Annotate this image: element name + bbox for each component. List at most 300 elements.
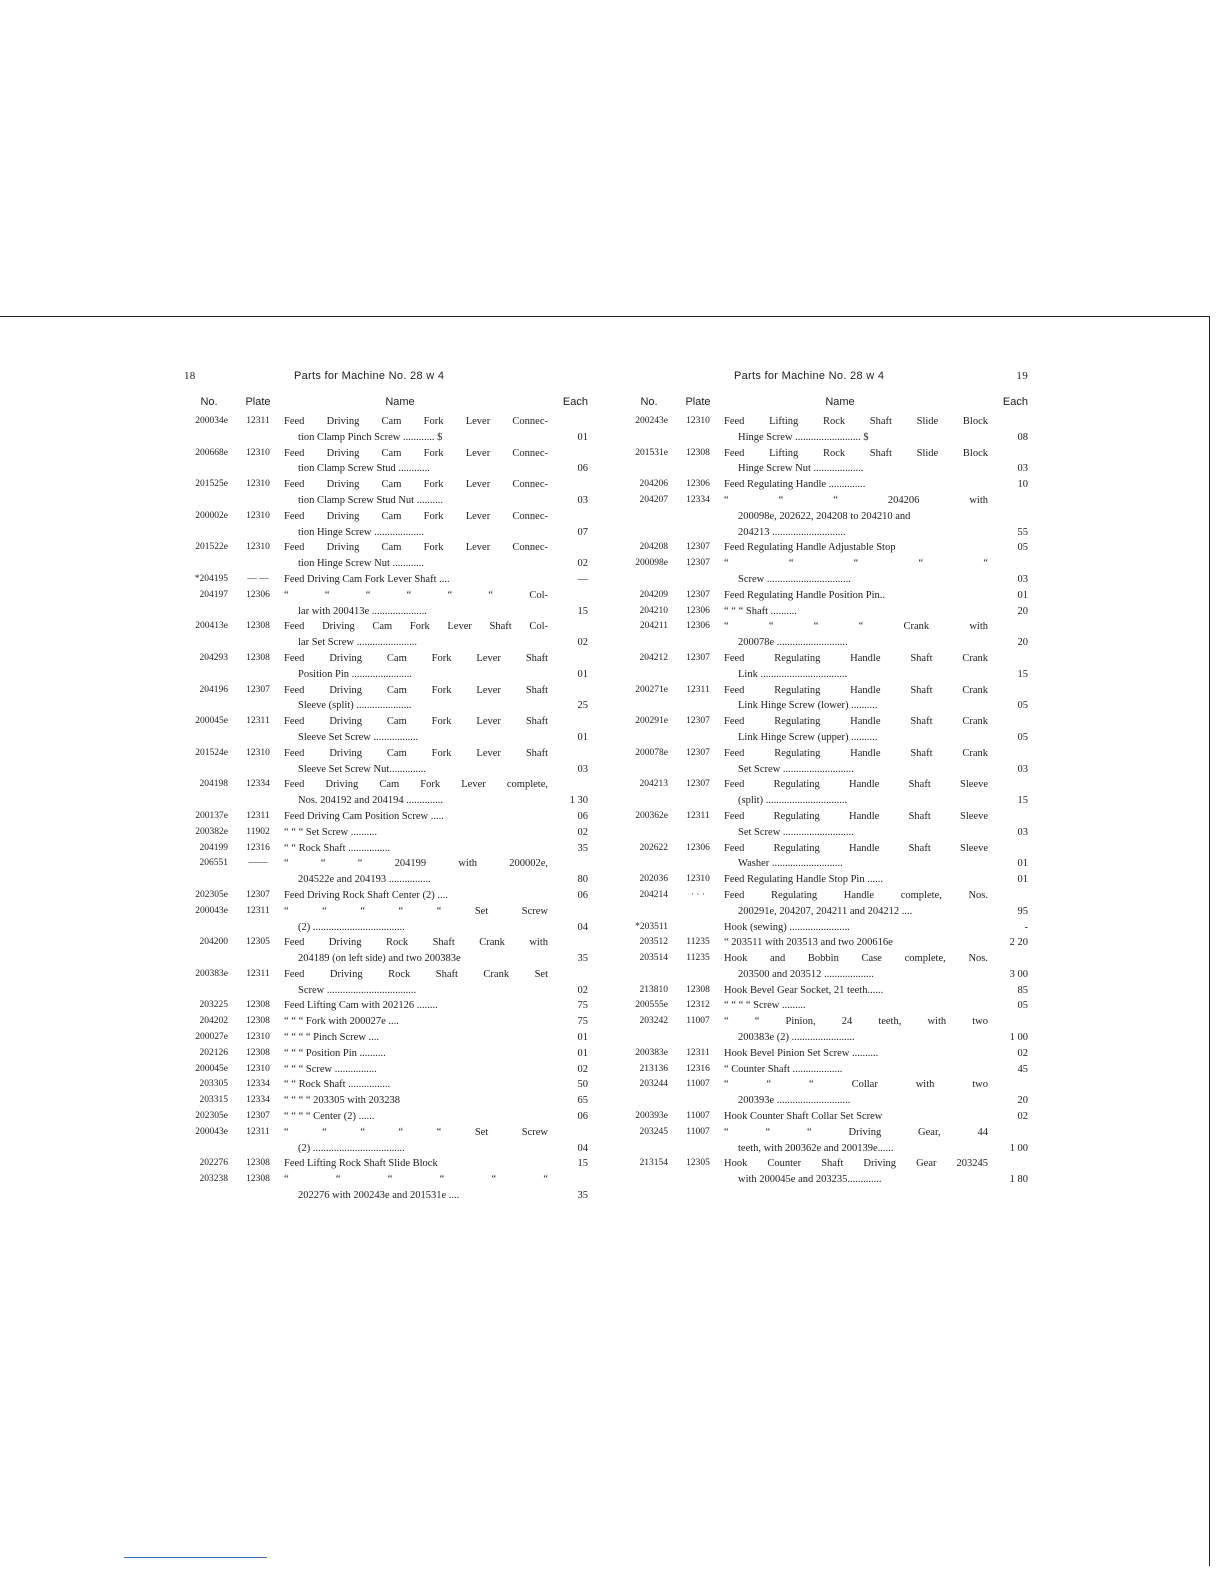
part-name-line: tion Hinge Screw ...................	[298, 526, 424, 538]
part-number: *204195	[194, 573, 228, 584]
part-name	[722, 540, 988, 556]
part-name-line: Hook (sewing) .......................	[724, 921, 850, 933]
right-column-headers	[624, 396, 1028, 410]
each-price: 01	[577, 731, 588, 743]
plate-number: 12310	[246, 1063, 270, 1074]
header-each: Each	[562, 396, 588, 408]
each-price: 1 30	[569, 795, 588, 807]
part-name	[282, 1030, 548, 1046]
table-row	[184, 572, 588, 588]
right-parts-list	[624, 414, 1028, 1188]
plate-number: 11007	[686, 1111, 710, 1122]
plate-number: 11007	[686, 1016, 710, 1027]
part-name	[282, 904, 548, 936]
part-number: 200027e	[195, 1032, 228, 1043]
plate-number: 12308	[246, 652, 270, 663]
part-number: 204208	[639, 542, 668, 553]
part-name	[722, 951, 988, 983]
part-number: 204196	[199, 684, 228, 695]
part-number: 200383e	[635, 1047, 668, 1058]
plate-number: 12310	[246, 447, 270, 458]
part-name	[282, 935, 548, 967]
table-row	[624, 809, 1028, 841]
each-price: 06	[577, 463, 588, 475]
part-name-line: Hinge Screw Nut ...................	[738, 463, 864, 475]
plate-number: 12308	[686, 447, 710, 458]
each-price: 06	[577, 1111, 588, 1123]
part-number: 202305e	[195, 1111, 228, 1122]
plate-number: 12306	[686, 605, 710, 616]
each-price: 35	[577, 1190, 588, 1202]
table-row	[184, 446, 588, 478]
each-price: 20	[1017, 637, 1028, 649]
table-row	[624, 935, 1028, 951]
each-price: 02	[577, 558, 588, 570]
plate-number: · · ·	[690, 889, 706, 900]
part-name-line: Link Hinge Screw (lower) ..........	[738, 700, 878, 712]
part-name-line: Feed Driving Rock Shaft Crank with	[284, 937, 548, 949]
each-price: 01	[577, 668, 588, 680]
plate-number: 12334	[246, 1095, 270, 1106]
part-name-line: Feed Driving Cam Fork Lever Shaft	[284, 716, 548, 728]
part-name	[722, 1077, 988, 1109]
table-row	[184, 1172, 588, 1204]
footnote-rule	[124, 1557, 267, 1558]
plate-number: — —	[247, 573, 269, 584]
part-name-line: “ “ “ “ “ “ Col-	[284, 589, 548, 601]
each-price: 20	[1017, 1095, 1028, 1107]
each-price: 80	[577, 874, 588, 886]
part-name-line: Sleeve Set Screw Nut..............	[298, 763, 427, 775]
part-name-line: Feed Driving Rock Shaft Center (2) ....	[284, 889, 448, 901]
table-row	[624, 604, 1028, 620]
part-name	[282, 1014, 548, 1030]
plate-number: 12307	[686, 589, 710, 600]
table-row	[184, 746, 588, 778]
plate-number: 12334	[246, 1079, 270, 1090]
part-name-line: Feed Driving Cam Fork Lever Shaft	[284, 652, 548, 664]
table-row	[184, 1156, 588, 1172]
table-row	[184, 998, 588, 1014]
part-name-line: 200291e, 204207, 204211 and 204212 ....	[738, 905, 913, 917]
plate-number: 12316	[246, 842, 270, 853]
each-price: 04	[577, 1142, 588, 1154]
part-number: 200034e	[195, 416, 228, 426]
part-name	[722, 1046, 988, 1062]
part-number: 204206	[639, 479, 668, 490]
part-number: *203511	[635, 921, 668, 932]
table-row	[624, 1014, 1028, 1046]
part-name	[282, 1062, 548, 1078]
table-row	[624, 920, 1028, 936]
each-price: 06	[577, 810, 588, 822]
table-row	[184, 651, 588, 683]
part-name-line: “ “ “ Set Screw ..........	[284, 826, 378, 838]
part-number: 203512	[639, 937, 668, 948]
left-page-title: Parts for Machine No. 28 w 4	[294, 370, 445, 382]
part-name-line: Screw ................................	[738, 573, 851, 585]
each-price: 35	[577, 842, 588, 854]
part-number: 204214	[639, 889, 668, 900]
each-price: 01	[577, 1047, 588, 1059]
part-name-line: 204213 ............................	[738, 526, 846, 538]
part-name-line: Feed Regulating Handle Shaft Crank	[724, 684, 988, 696]
part-name	[722, 556, 988, 588]
part-name-line: Feed Driving Cam Fork Lever Connec-	[284, 510, 548, 522]
each-price: 1 00	[1009, 1142, 1028, 1154]
part-number: 201522e	[195, 542, 228, 553]
each-price: 10	[1017, 479, 1028, 491]
part-number: 200002e	[195, 510, 228, 521]
plate-number: 12310	[246, 747, 270, 758]
each-price: 02	[577, 984, 588, 996]
plate-number: 12307	[686, 747, 710, 758]
each-price: -	[1024, 921, 1028, 933]
table-row	[184, 1077, 588, 1093]
part-name-line: “ “ “ “ Pinch Screw ....	[284, 1032, 380, 1044]
each-price: 55	[1017, 526, 1028, 538]
plate-number: 12307	[686, 779, 710, 790]
table-row	[624, 414, 1028, 446]
part-name-line: Position Pin .......................	[298, 668, 413, 680]
part-name	[722, 841, 988, 873]
plate-number: 12306	[686, 479, 710, 490]
table-row	[624, 446, 1028, 478]
part-name-line: “ “ “ “ “ “	[284, 1174, 548, 1186]
table-row	[624, 951, 1028, 983]
part-number: 204213	[639, 779, 668, 790]
part-number: 200291e	[635, 716, 668, 727]
plate-number: 11235	[686, 937, 710, 948]
part-name-line: Feed Driving Cam Fork Lever Connec-	[284, 447, 548, 459]
part-name-line: Feed Driving Cam Fork Lever Shaft ....	[284, 573, 450, 585]
plate-number: 12311	[246, 905, 270, 916]
part-name-line: 200383e (2) ........................	[738, 1032, 855, 1044]
table-row	[184, 841, 588, 857]
each-price: 03	[577, 494, 588, 506]
each-price: 85	[1017, 984, 1028, 996]
part-name-line: lar Set Screw .......................	[298, 637, 417, 649]
plate-number: 12307	[686, 652, 710, 663]
table-row	[184, 1046, 588, 1062]
part-number: 203305	[199, 1079, 228, 1090]
each-price: 95	[1017, 905, 1028, 917]
plate-number: 12334	[686, 494, 710, 505]
each-price: 01	[577, 1032, 588, 1044]
table-row	[184, 714, 588, 746]
part-name-line: tion Clamp Pinch Screw ............ $	[298, 431, 443, 443]
each-price: 45	[1017, 1063, 1028, 1075]
plate-number: 12310	[246, 1032, 270, 1043]
part-name-line: tion Clamp Screw Stud ............	[298, 463, 430, 475]
part-name-line: “ “ Rock Shaft ................	[284, 1079, 391, 1091]
part-name	[282, 825, 548, 841]
part-name-line: “ Counter Shaft ...................	[724, 1063, 843, 1075]
part-number: 213154	[639, 1158, 668, 1169]
plate-number: 12308	[246, 1000, 270, 1011]
part-name	[722, 446, 988, 478]
part-name	[282, 1046, 548, 1062]
part-name	[722, 1062, 988, 1078]
plate-number: 12310	[686, 874, 710, 885]
part-name	[722, 414, 988, 446]
part-name	[722, 714, 988, 746]
part-name	[282, 888, 548, 904]
plate-number: 12316	[686, 1063, 710, 1074]
part-name	[282, 651, 548, 683]
left-page-number: 18	[184, 370, 196, 382]
table-row	[624, 1125, 1028, 1157]
part-number: 202126	[199, 1047, 228, 1058]
each-price: 01	[1017, 589, 1028, 601]
header-plate: Plate	[245, 396, 271, 408]
part-name	[282, 809, 548, 825]
part-name	[282, 572, 548, 588]
part-number: 203315	[199, 1095, 228, 1106]
table-row	[184, 888, 588, 904]
page-spread-frame	[0, 316, 1210, 1566]
plate-number: 12311	[686, 810, 710, 821]
table-row	[624, 1062, 1028, 1078]
part-number: 200413e	[195, 621, 228, 632]
part-name-line: Nos. 204192 and 204194 ..............	[298, 795, 443, 807]
each-price: 03	[1017, 826, 1028, 838]
part-name-line: Feed Regulating Handle ..............	[724, 479, 866, 491]
part-name	[722, 588, 988, 604]
part-name-line: “ “ Pinion, 24 teeth, with two	[724, 1016, 988, 1028]
each-price: 02	[1017, 1047, 1028, 1059]
part-name-line: Hook Bevel Gear Socket, 21 teeth......	[724, 984, 884, 996]
part-name-line: “ “ “ 204206 with	[724, 494, 988, 506]
each-price: 03	[577, 763, 588, 775]
part-number: 204212	[639, 652, 668, 663]
each-price: 03	[1017, 463, 1028, 475]
plate-number: ——	[248, 858, 268, 869]
plate-number: 11235	[686, 953, 710, 964]
table-row	[624, 556, 1028, 588]
table-row	[184, 825, 588, 841]
part-number: 200393e	[635, 1111, 668, 1122]
part-name	[282, 509, 548, 541]
part-name	[722, 777, 988, 809]
table-row	[184, 1093, 588, 1109]
part-name	[282, 477, 548, 509]
part-name	[722, 1014, 988, 1046]
each-price: 01	[1017, 874, 1028, 886]
part-name-line: Hook and Bobbin Case complete, Nos.	[724, 953, 988, 965]
part-name-line: Set Screw ...........................	[738, 763, 854, 775]
part-name	[282, 1125, 548, 1157]
part-number: 206551	[199, 858, 228, 869]
each-price: 02	[577, 637, 588, 649]
table-row	[184, 1125, 588, 1157]
part-name-line: Feed Regulating Handle Shaft Sleeve	[724, 779, 988, 791]
each-price: 15	[577, 1158, 588, 1170]
part-number: 200243e	[635, 416, 668, 426]
part-name	[282, 683, 548, 715]
part-name-line: Feed Driving Cam Fork Lever Shaft	[284, 684, 548, 696]
part-name	[722, 493, 988, 540]
part-number: 204199	[199, 842, 228, 853]
each-price: 04	[577, 921, 588, 933]
part-name-line: teeth, with 200362e and 200139e......	[738, 1142, 894, 1154]
plate-number: 12311	[686, 1047, 710, 1058]
table-row	[184, 414, 588, 446]
part-name	[282, 998, 548, 1014]
part-name-line: 204189 (on left side) and two 200383e	[298, 953, 461, 965]
each-price: —	[577, 573, 588, 585]
each-price: 50	[577, 1079, 588, 1091]
part-name-line: Set Screw ...........................	[738, 826, 854, 838]
part-number: 204293	[199, 652, 228, 663]
each-price: 02	[1017, 1111, 1028, 1123]
plate-number: 12308	[246, 1047, 270, 1058]
part-name-line: Feed Regulating Handle Stop Pin ......	[724, 874, 883, 886]
part-number: 200383e	[195, 968, 228, 979]
part-number: 201524e	[195, 747, 228, 758]
part-name	[722, 683, 988, 715]
part-number: 200668e	[195, 447, 228, 458]
plate-number: 12308	[246, 1016, 270, 1027]
part-number: 200555e	[635, 1000, 668, 1011]
each-price: 06	[577, 889, 588, 901]
part-number: 202622	[639, 842, 668, 853]
plate-number: 12311	[246, 1126, 270, 1137]
part-name-line: (2) ...................................	[298, 1142, 405, 1154]
plate-number: 12308	[686, 984, 710, 995]
plate-number: 12307	[246, 684, 270, 695]
header-no: No.	[200, 396, 218, 408]
plate-number: 12311	[246, 968, 270, 979]
table-row	[624, 1077, 1028, 1109]
part-name	[282, 856, 548, 888]
part-number: 203242	[639, 1016, 668, 1027]
part-number: 202036	[639, 874, 668, 885]
part-name-line: Feed Driving Cam Fork Lever Shaft Col-	[284, 621, 548, 633]
part-number: 200043e	[195, 905, 228, 916]
part-number: 213810	[639, 984, 668, 995]
part-name	[722, 477, 988, 493]
part-name	[722, 998, 988, 1014]
part-name	[722, 920, 988, 936]
table-row	[624, 477, 1028, 493]
plate-number: 12308	[246, 1158, 270, 1169]
part-name	[722, 619, 988, 651]
table-row	[184, 619, 588, 651]
each-price: 35	[577, 953, 588, 965]
part-number: 200137e	[195, 810, 228, 821]
part-name-line: tion Hinge Screw Nut ............	[298, 558, 424, 570]
part-name	[282, 1172, 548, 1204]
part-name	[722, 651, 988, 683]
part-number: 201531e	[635, 447, 668, 458]
table-row	[624, 841, 1028, 873]
part-name-line: 204522e and 204193 ................	[298, 874, 431, 886]
part-name-line: Feed Lifting Rock Shaft Slide Block	[284, 1158, 438, 1170]
part-number: 202276	[199, 1158, 228, 1169]
table-row	[184, 967, 588, 999]
table-row	[184, 477, 588, 509]
part-name-line: (split) ...............................	[738, 795, 848, 807]
part-number: 200078e	[635, 747, 668, 758]
part-name-line: Feed Regulating Handle Shaft Sleeve	[724, 810, 988, 822]
part-name-line: Sleeve Set Screw .................	[298, 731, 419, 743]
plate-number: 11902	[246, 826, 270, 837]
plate-number: 12305	[686, 1158, 710, 1169]
part-name	[722, 809, 988, 841]
header-each: Each	[1002, 396, 1028, 408]
part-name-line: tion Clamp Screw Stud Nut ..........	[298, 494, 443, 506]
table-row	[624, 872, 1028, 888]
part-number: 204197	[199, 589, 228, 600]
part-name-line: Screw ..................................	[298, 984, 417, 996]
plate-number: 12310	[686, 416, 710, 426]
part-name-line: “ “ “ “ 203305 with 203238	[284, 1095, 401, 1107]
plate-number: 12307	[686, 558, 710, 569]
table-row	[184, 1062, 588, 1078]
table-row	[184, 935, 588, 967]
table-row	[624, 1046, 1028, 1062]
table-row	[184, 509, 588, 541]
part-name-line: Feed Regulating Handle Shaft Crank	[724, 652, 988, 664]
each-price: 02	[577, 826, 588, 838]
part-number: 203245	[639, 1126, 668, 1137]
part-name-line: Feed Driving Cam Fork Lever Connec-	[284, 542, 548, 554]
table-row	[624, 588, 1028, 604]
each-price: 3 00	[1009, 968, 1028, 980]
table-row	[624, 1109, 1028, 1125]
part-name-line: “ “ “ “ Screw .........	[724, 1000, 806, 1012]
header-name: Name	[825, 396, 855, 408]
each-price: 02	[577, 1063, 588, 1075]
part-name-line: Feed Lifting Rock Shaft Slide Block	[724, 416, 988, 427]
header-plate: Plate	[685, 396, 711, 408]
table-row	[624, 651, 1028, 683]
part-name-line: “ “ “ “ “	[724, 558, 988, 570]
part-name-line: 200393e ............................	[738, 1095, 851, 1107]
part-name-line: “ “ “ “ “ Set Screw	[284, 905, 548, 917]
table-row	[624, 714, 1028, 746]
part-name-line: “ “ “ “ Crank with	[724, 621, 988, 633]
part-name-line: “ “ “ Shaft ..........	[724, 605, 797, 617]
part-name-line: 200078e ...........................	[738, 637, 848, 649]
each-price: 75	[577, 1000, 588, 1012]
part-name	[282, 1109, 548, 1125]
part-name	[282, 714, 548, 746]
plate-number: 12307	[686, 716, 710, 727]
part-name-line: Feed Regulating Handle Adjustable Stop	[724, 542, 896, 554]
each-price: 01	[1017, 858, 1028, 870]
plate-number: 12310	[246, 510, 270, 521]
each-price: 20	[1017, 605, 1028, 617]
left-page	[184, 370, 588, 1204]
part-name	[722, 983, 988, 999]
table-row	[184, 777, 588, 809]
each-price: 03	[1017, 763, 1028, 775]
part-number: 204209	[639, 589, 668, 600]
left-parts-list	[184, 414, 588, 1204]
each-price: 03	[1017, 573, 1028, 585]
part-name	[282, 841, 548, 857]
part-name	[722, 604, 988, 620]
part-name-line: Feed Driving Cam Fork Lever complete,	[284, 779, 548, 791]
part-name-line: Feed Driving Cam Fork Lever Connec-	[284, 416, 548, 427]
part-number: 204211	[639, 621, 668, 632]
left-column-headers	[184, 396, 588, 410]
part-number: 202305e	[195, 889, 228, 900]
table-row	[624, 777, 1028, 809]
each-price: 75	[577, 1016, 588, 1028]
